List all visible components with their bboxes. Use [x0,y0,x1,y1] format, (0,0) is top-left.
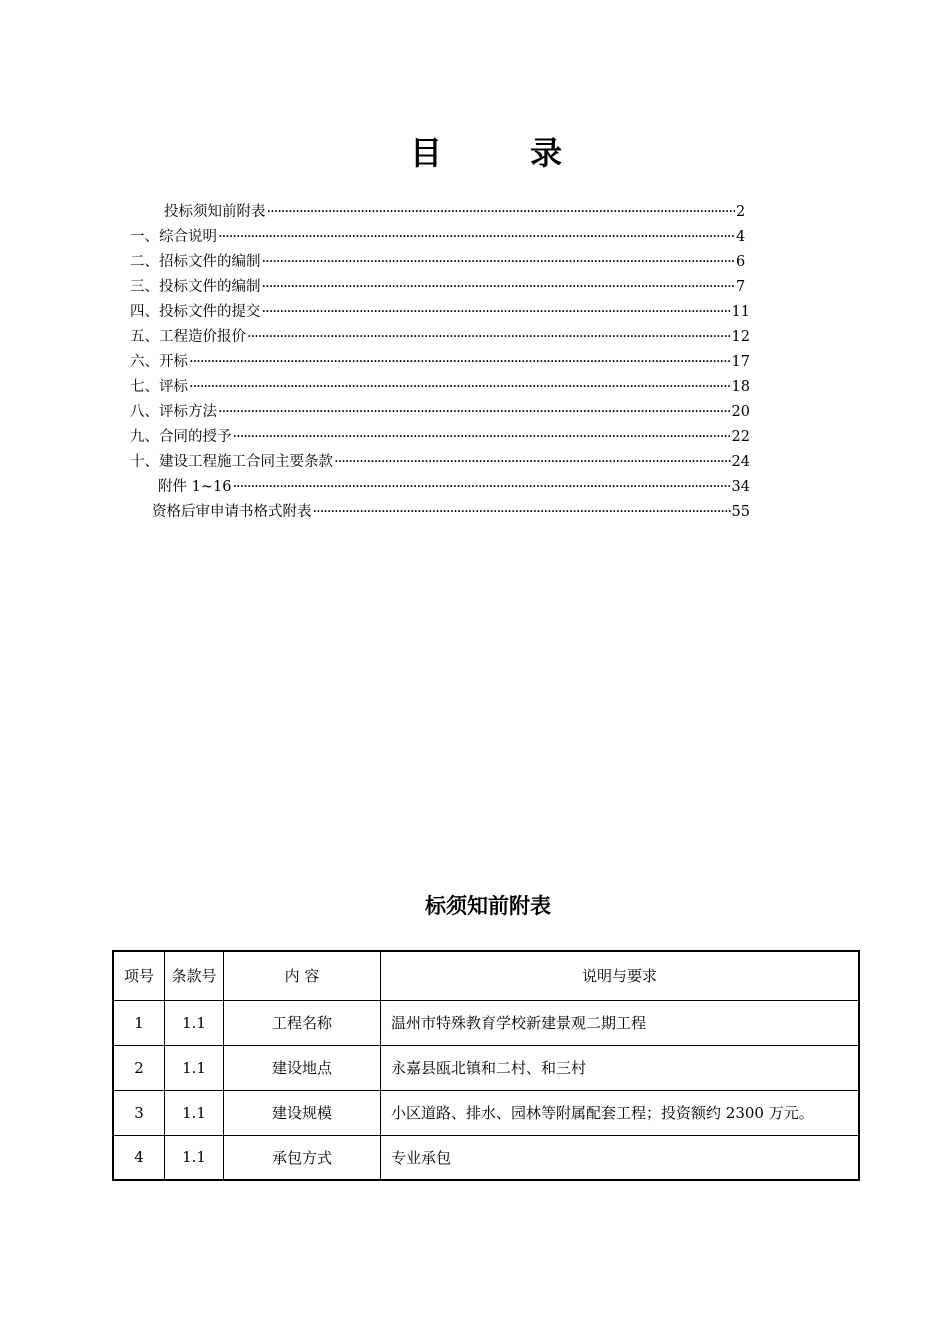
toc-entry[interactable] [130,450,750,475]
toc-entry[interactable] [130,400,750,425]
toc-leader-dots [334,450,731,475]
toc-leader-dots [189,375,731,400]
table-row [113,1090,859,1135]
toc-entry-label: 投标文件的提交 [159,304,261,320]
table-row [113,1000,859,1045]
toc-entry-number: 十、 [130,454,159,470]
toc-entry-page: 4 [736,229,746,245]
toc-entry[interactable] [130,225,750,250]
toc-entry-page: 6 [736,254,746,270]
toc-entry-page: 20 [731,404,750,420]
toc-entry-number: 一、 [130,229,159,245]
table-cell: 工程名称 [224,1000,381,1045]
toc-entry-number: 四、 [130,304,159,320]
toc-entry-label: 资格后审申请书格式附表 [152,504,312,520]
toc-leader-dots [313,500,731,525]
table-cell: 2 [113,1045,165,1090]
toc-entry-page: 34 [731,479,750,495]
toc-entry[interactable] [130,475,750,500]
toc-leader-dots [267,200,736,225]
toc-entry-label: 评标方法 [159,404,217,420]
toc-entry[interactable] [130,325,750,350]
toc-entry-label: 投标文件的编制 [159,279,261,295]
toc-entry[interactable] [130,300,750,325]
table-cell: 建设规模 [224,1090,381,1135]
toc-entry-number: 五、 [130,329,159,345]
toc-entry[interactable] [130,200,750,225]
table-cell: 专业承包 [381,1135,860,1180]
toc-entry-page: 55 [731,504,750,520]
requirements-table [112,950,860,1181]
toc-title-char-2: 录 [530,134,563,172]
table-cell: 承包方式 [224,1135,381,1180]
toc-leader-dots [247,325,731,350]
toc-leader-dots [232,475,730,500]
toc-entry-page: 18 [731,379,750,395]
toc-leader-dots [218,400,731,425]
toc-entry-label: 评标 [159,379,188,395]
toc-entry-number: 六、 [130,354,159,370]
table-cell: 小区道路、排水、园林等附属配套工程；投资额约 2300 万元。 [381,1090,860,1135]
toc-entry-number: 八、 [130,404,159,420]
toc-entry-page: 24 [731,454,750,470]
toc-leader-dots [262,250,736,275]
table-cell: 4 [113,1135,165,1180]
table-cell: 1 [113,1000,165,1045]
table-header-cell: 内 容 [224,951,381,1000]
table-cell: 3 [113,1090,165,1135]
toc-entry[interactable] [130,425,750,450]
toc-entry-label: 附件 1~16 [158,479,232,495]
table-of-contents [130,200,750,525]
table-cell: 1.1 [165,1135,224,1180]
toc-entry-label: 投标须知前附表 [164,204,266,220]
toc-entry-number: 七、 [130,379,159,395]
toc-entry[interactable] [130,275,750,300]
toc-leader-dots [233,425,731,450]
table-header-cell: 条款号 [165,951,224,1000]
toc-entry-label: 招标文件的编制 [159,254,261,270]
toc-entry[interactable] [130,350,750,375]
toc-entry-page: 7 [736,279,746,295]
table-row [113,1045,859,1090]
table-cell: 1.1 [165,1045,224,1090]
toc-leader-dots [218,225,735,250]
toc-entry[interactable] [130,500,750,525]
toc-title-char-1: 目 [410,134,443,172]
table-cell: 温州市特殊教育学校新建景观二期工程 [381,1000,860,1045]
table-header-cell: 说明与要求 [381,951,860,1000]
table-cell: 建设地点 [224,1045,381,1090]
toc-entry-number: 九、 [130,429,159,445]
toc-entry-page: 11 [731,304,750,320]
table-cell: 永嘉县瓯北镇和二村、和三村 [381,1045,860,1090]
toc-entry-label: 工程造价报价 [159,329,246,345]
toc-entry-number: 三、 [130,279,159,295]
toc-entry-label: 合同的授予 [159,429,232,445]
toc-entry-page: 12 [731,329,750,345]
toc-entry-page: 2 [736,204,746,220]
toc-leader-dots [262,275,736,300]
toc-entry-page: 17 [731,354,750,370]
toc-entry-page: 22 [731,429,750,445]
toc-entry[interactable] [130,250,750,275]
toc-entry-label: 综合说明 [159,229,217,245]
toc-entry-number: 二、 [130,254,159,270]
table-row [113,1135,859,1180]
table-cell: 1.1 [165,1090,224,1135]
table-header-cell: 项号 [113,951,165,1000]
toc-entry[interactable] [130,375,750,400]
toc-entry-label: 开标 [159,354,188,370]
table-header-row [113,951,859,1000]
toc-entry-label: 建设工程施工合同主要条款 [159,454,333,470]
section-title: 标须知前附表 [425,894,551,918]
toc-leader-dots [189,350,731,375]
toc-leader-dots [262,300,731,325]
table-cell: 1.1 [165,1000,224,1045]
